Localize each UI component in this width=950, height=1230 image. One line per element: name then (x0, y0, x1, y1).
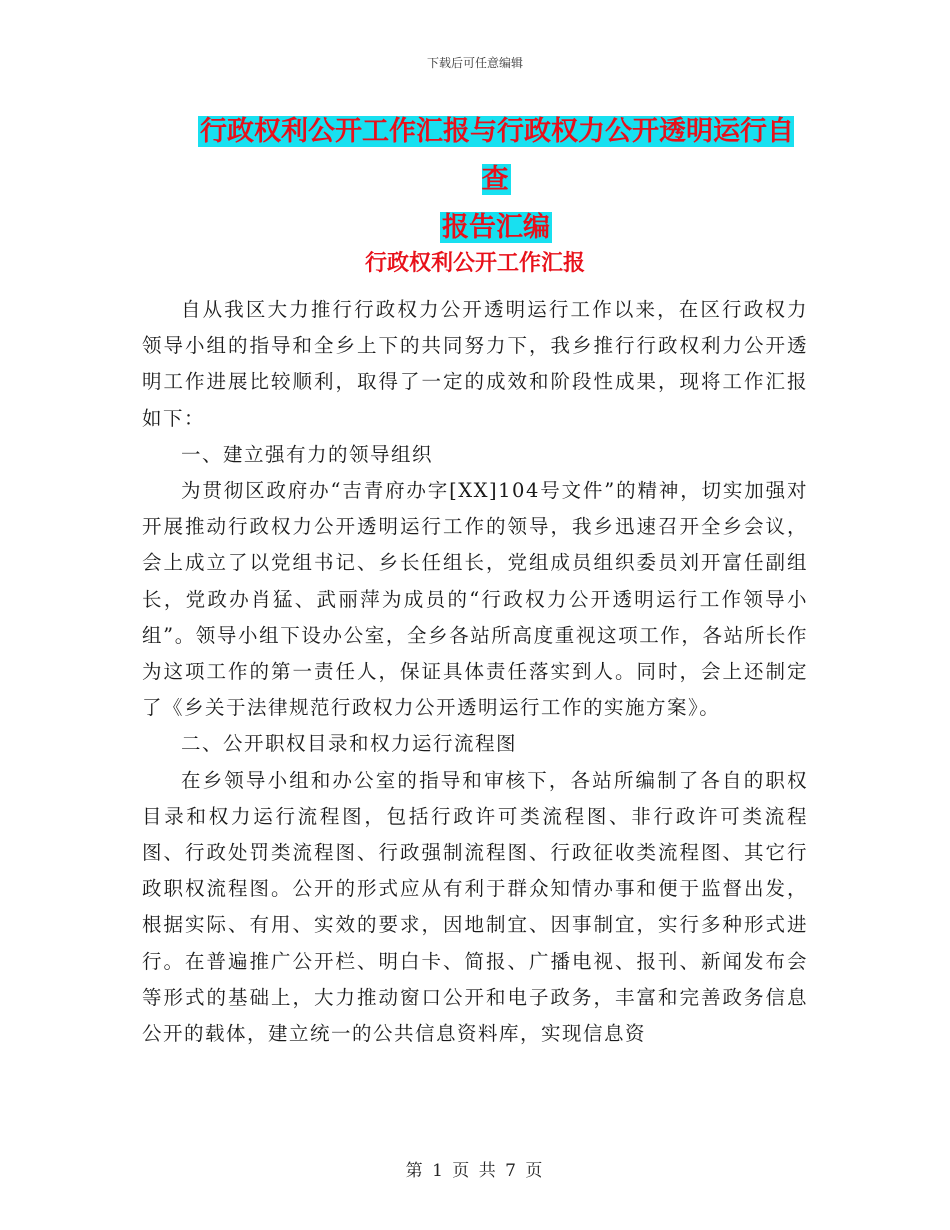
document-title-line-1: 行政权利公开工作汇报与行政权力公开透明运行自查 (200, 116, 794, 195)
document-title-line-2: 报告汇编 (442, 212, 550, 243)
document-body (142, 292, 808, 1052)
heading-1: 一、建立强有力的领导组织 (181, 442, 434, 466)
paragraph-1: 为贯彻区政府办“吉青府办字[XX]104号文件”的精神，切实加强对开展推动行政权力公开透明运行工作的领导，我乡迅速召开全乡会议，会上成立了以党组书记、乡长任组长，党组成员组织委员刘开富任副组长，党政办肖猛、武丽萍为成员的“行政权力公开透明运行工作领导小组”。领导小组下设办公室，全乡各站所高度重视这项工作，各站所长作为这项工作的第一责任人，保证具体责任落实到人。同时，会上还制定了《乡关于法律规范行政权力公开透明运行工作的实施方案》。 (142, 479, 808, 720)
page-footer: 第 1 页 共 7 页 (405, 1161, 545, 1181)
heading-2: 二、公开职权目录和权力运行流程图 (181, 732, 518, 756)
section-title: 行政权利公开工作汇报 (364, 250, 585, 276)
paragraph-intro: 自从我区大力推行行政权力公开透明运行工作以来，在区行政权力领导小组的指导和全乡上下的共同努力下，我乡推行行政权利力公开透明工作进展比较顺利，取得了一定的成效和阶段性成果，现将工作汇报如下： (142, 298, 808, 430)
document-title (186, 108, 806, 252)
paragraph-2: 在乡领导小组和办公室的指导和审核下，各站所编制了各自的职权目录和权力运行流程图，包括行政许可类流程图、非行政许可类流程图、行政处罚类流程图、行政强制流程图、行政征收类流程图、其它行政职权流程图。公开的形式应从有利于群众知情办事和便于监督出发，根据实际、有用、实效的要求，因地制宜、因事制宜，实行多种形式进行。在普遍推广公开栏、明白卡、简报、广播电视、报刊、新闻发布会等形式的基础上，大力推动窗口公开和电子政务，丰富和完善政务信息公开的载体，建立统一的公共信息资料库，实现信息资 (142, 768, 808, 1046)
header-note: 下载后可任意编辑 (426, 56, 523, 70)
